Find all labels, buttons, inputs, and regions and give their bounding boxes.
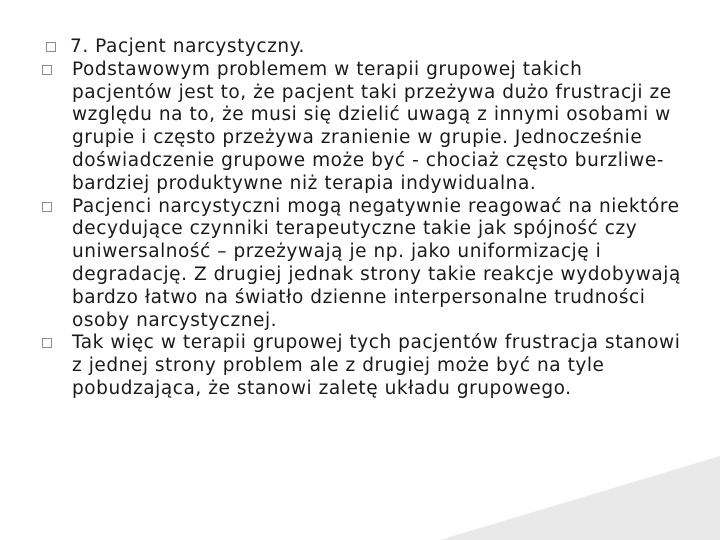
square-bullet-icon — [42, 338, 52, 348]
bullet-item — [42, 196, 682, 333]
square-bullet-icon — [42, 65, 52, 75]
bullet-text: Podstawowym problemem w terapii grupowej takich pacjentów jest to, że pacjent taki przeżywa dużo frustracji ze względu na to, że musi się dzielić uwagą z innymi osobami w grupie i często przeżywa zranienie w grupie. Jednocześnie doświadczenie grupowe może być - chociaż często burzliwe- bardziej produktywne niż terapia indywidualna. — [72, 58, 672, 194]
slide-title: 7. Pacjent narcystyczny. — [70, 36, 305, 57]
decorative-corner-shape — [440, 456, 720, 540]
bullet-item — [42, 332, 682, 400]
bullet-item — [42, 59, 682, 196]
square-bullet-icon — [46, 42, 56, 52]
bullet-item-title — [42, 36, 682, 59]
bullet-list — [42, 36, 682, 401]
bullet-text: Tak więc w terapii grupowej tych pacjentów frustracja stanowi z jednej strony problem ale z drugiej może być na tyle pobudzająca, że stanowi zaletę układu grupowego. — [72, 332, 681, 399]
slide-body — [42, 36, 682, 401]
bullet-text: Pacjenci narcystyczni mogą negatywnie reagować na niektóre decydujące czynniki terapeutyczne takie jak spójność czy uniwersalność – przeżywają je np. jako uniformizację i degradację. Z drugiej jednak strony takie reakcje wydobywają bardzo łatwo na światło dzienne interpersonalne trudności osoby narcystycznej. — [72, 195, 681, 331]
square-bullet-icon — [42, 202, 52, 212]
